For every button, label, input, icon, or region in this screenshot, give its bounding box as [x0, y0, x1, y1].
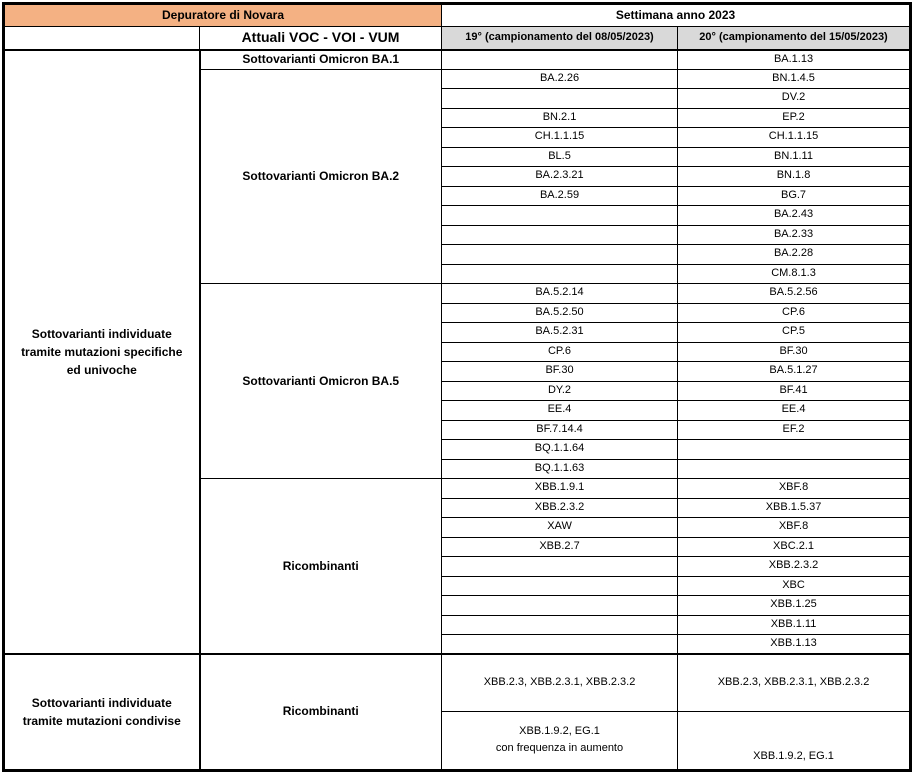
variant-cell-19: BA.2.59 — [442, 186, 678, 206]
week19-header-cell: 19° (campionamento del 08/05/2023) — [442, 27, 678, 50]
week20-header-cell: 20° (campionamento del 15/05/2023) — [678, 27, 911, 50]
variant-cell-20: BN.1.8 — [678, 167, 911, 187]
variant-cell-19 — [442, 557, 678, 577]
variant-cell-19: BN.2.1 — [442, 108, 678, 128]
header-empty-cell — [4, 27, 200, 50]
variant-cell-19: DY.2 — [442, 381, 678, 401]
header-row-1 — [4, 4, 911, 27]
variant-cell-19: BA.2.3.21 — [442, 167, 678, 187]
variant-cell-19 — [442, 50, 678, 70]
variant-cell-20: BA.2.33 — [678, 225, 911, 245]
variant-cell-19: CP.6 — [442, 342, 678, 362]
variant-cell-19: BA.5.2.14 — [442, 284, 678, 304]
variant-cell-19 — [442, 596, 678, 616]
variant-cell-20: CP.6 — [678, 303, 911, 323]
variant-cell-20 — [678, 440, 911, 460]
variant-cell-20: EP.2 — [678, 108, 911, 128]
variant-cell-20: EE.4 — [678, 401, 911, 421]
variant-cell-20: CM.8.1.3 — [678, 264, 911, 284]
variant-line: con frequenza in aumento — [495, 742, 624, 754]
variant-cell-19 — [442, 225, 678, 245]
variant-cell-19: XBB.2.3.2 — [442, 498, 678, 518]
variant-cell-20: BN.1.4.5 — [678, 69, 911, 89]
variant-cell-20: BF.41 — [678, 381, 911, 401]
variant-cell-20: XBF.8 — [678, 518, 911, 538]
variant-cell-19 — [442, 206, 678, 226]
variant-cell-19 — [442, 245, 678, 265]
variant-cell-19: XBB.1.9.1 — [442, 479, 678, 499]
table-row — [4, 654, 911, 711]
voc-title-cell: Attuali VOC - VOI - VUM — [200, 27, 442, 50]
variant-cell-19: BF.7.14.4 — [442, 420, 678, 440]
variant-cell-19 — [442, 615, 678, 635]
variant-cell-20: XBB.2.3.2 — [678, 557, 911, 577]
variant-cell-20: CP.5 — [678, 323, 911, 343]
variant-cell-20: BA.5.2.56 — [678, 284, 911, 304]
variant-cell-19: XBB.2.3, XBB.2.3.1, XBB.2.3.2 — [442, 654, 678, 711]
subsection-label-ba2: Sottovarianti Omicron BA.2 — [200, 69, 442, 284]
subsection-label-ricombinanti-shared: Ricombinanti — [200, 654, 442, 770]
variant-cell-20: DV.2 — [678, 89, 911, 109]
variant-cell-20: XBB.1.25 — [678, 596, 911, 616]
subsection-label-ricombinanti: Ricombinanti — [200, 479, 442, 655]
variant-cell-19: XBB.2.7 — [442, 537, 678, 557]
section-label-line: Sottovarianti individuate — [31, 326, 172, 341]
variant-cell-19: BA.5.2.31 — [442, 323, 678, 343]
table-row — [4, 50, 911, 70]
variant-cell-19 — [442, 711, 678, 770]
subsection-label-ba5: Sottovarianti Omicron BA.5 — [200, 284, 442, 479]
section-label-line: tramite mutazioni specifiche — [21, 344, 183, 359]
variant-cell-20: XBB.1.9.2, EG.1 — [678, 711, 911, 770]
variant-cell-19 — [442, 264, 678, 284]
variant-cell-20: BN.1.11 — [678, 147, 911, 167]
variant-cell-20: BF.30 — [678, 342, 911, 362]
variant-cell-20: XBB.1.13 — [678, 635, 911, 655]
variant-cell-20: BA.2.43 — [678, 206, 911, 226]
variant-cell-19 — [442, 635, 678, 655]
variant-cell-19: BF.30 — [442, 362, 678, 382]
variant-cell-20: XBB.2.3, XBB.2.3.1, XBB.2.3.2 — [678, 654, 911, 711]
variant-cell-19: CH.1.1.15 — [442, 128, 678, 148]
section-label-line: Sottovarianti individuate — [31, 695, 172, 710]
section-label-specific — [4, 50, 200, 655]
section-label-line: tramite mutazioni condivise — [22, 713, 181, 728]
section-label-shared — [4, 654, 200, 770]
header-row-2 — [4, 27, 911, 50]
subsection-label-ba1: Sottovarianti Omicron BA.1 — [200, 50, 442, 70]
variant-cell-20: EF.2 — [678, 420, 911, 440]
variant-cell-20: CH.1.1.15 — [678, 128, 911, 148]
variant-cell-20: BA.2.28 — [678, 245, 911, 265]
variant-cell-20: XBC.2.1 — [678, 537, 911, 557]
variant-cell-20: XBB.1.11 — [678, 615, 911, 635]
section-label-line: ed univoche — [66, 362, 137, 377]
variant-cell-19 — [442, 89, 678, 109]
variant-cell-20: XBB.1.5.37 — [678, 498, 911, 518]
variant-cell-20: BA.5.1.27 — [678, 362, 911, 382]
variant-cell-19: BQ.1.1.63 — [442, 459, 678, 479]
variant-cell-19: EE.4 — [442, 401, 678, 421]
variant-cell-20: BG.7 — [678, 186, 911, 206]
variant-cell-19: BL.5 — [442, 147, 678, 167]
variant-cell-19: XAW — [442, 518, 678, 538]
variant-cell-20: XBC — [678, 576, 911, 596]
variant-cell-19 — [442, 576, 678, 596]
variant-line: XBB.1.9.2, EG.1 — [519, 725, 600, 737]
variant-cell-19: BQ.1.1.64 — [442, 440, 678, 460]
variant-cell-20 — [678, 459, 911, 479]
variant-cell-20: BA.1.13 — [678, 50, 911, 70]
week-title-cell: Settimana anno 2023 — [442, 4, 911, 27]
variant-cell-20: XBF.8 — [678, 479, 911, 499]
variant-table — [2, 2, 912, 772]
variant-cell-19: BA.2.26 — [442, 69, 678, 89]
variant-cell-19: BA.5.2.50 — [442, 303, 678, 323]
site-header-cell: Depuratore di Novara — [4, 4, 442, 27]
